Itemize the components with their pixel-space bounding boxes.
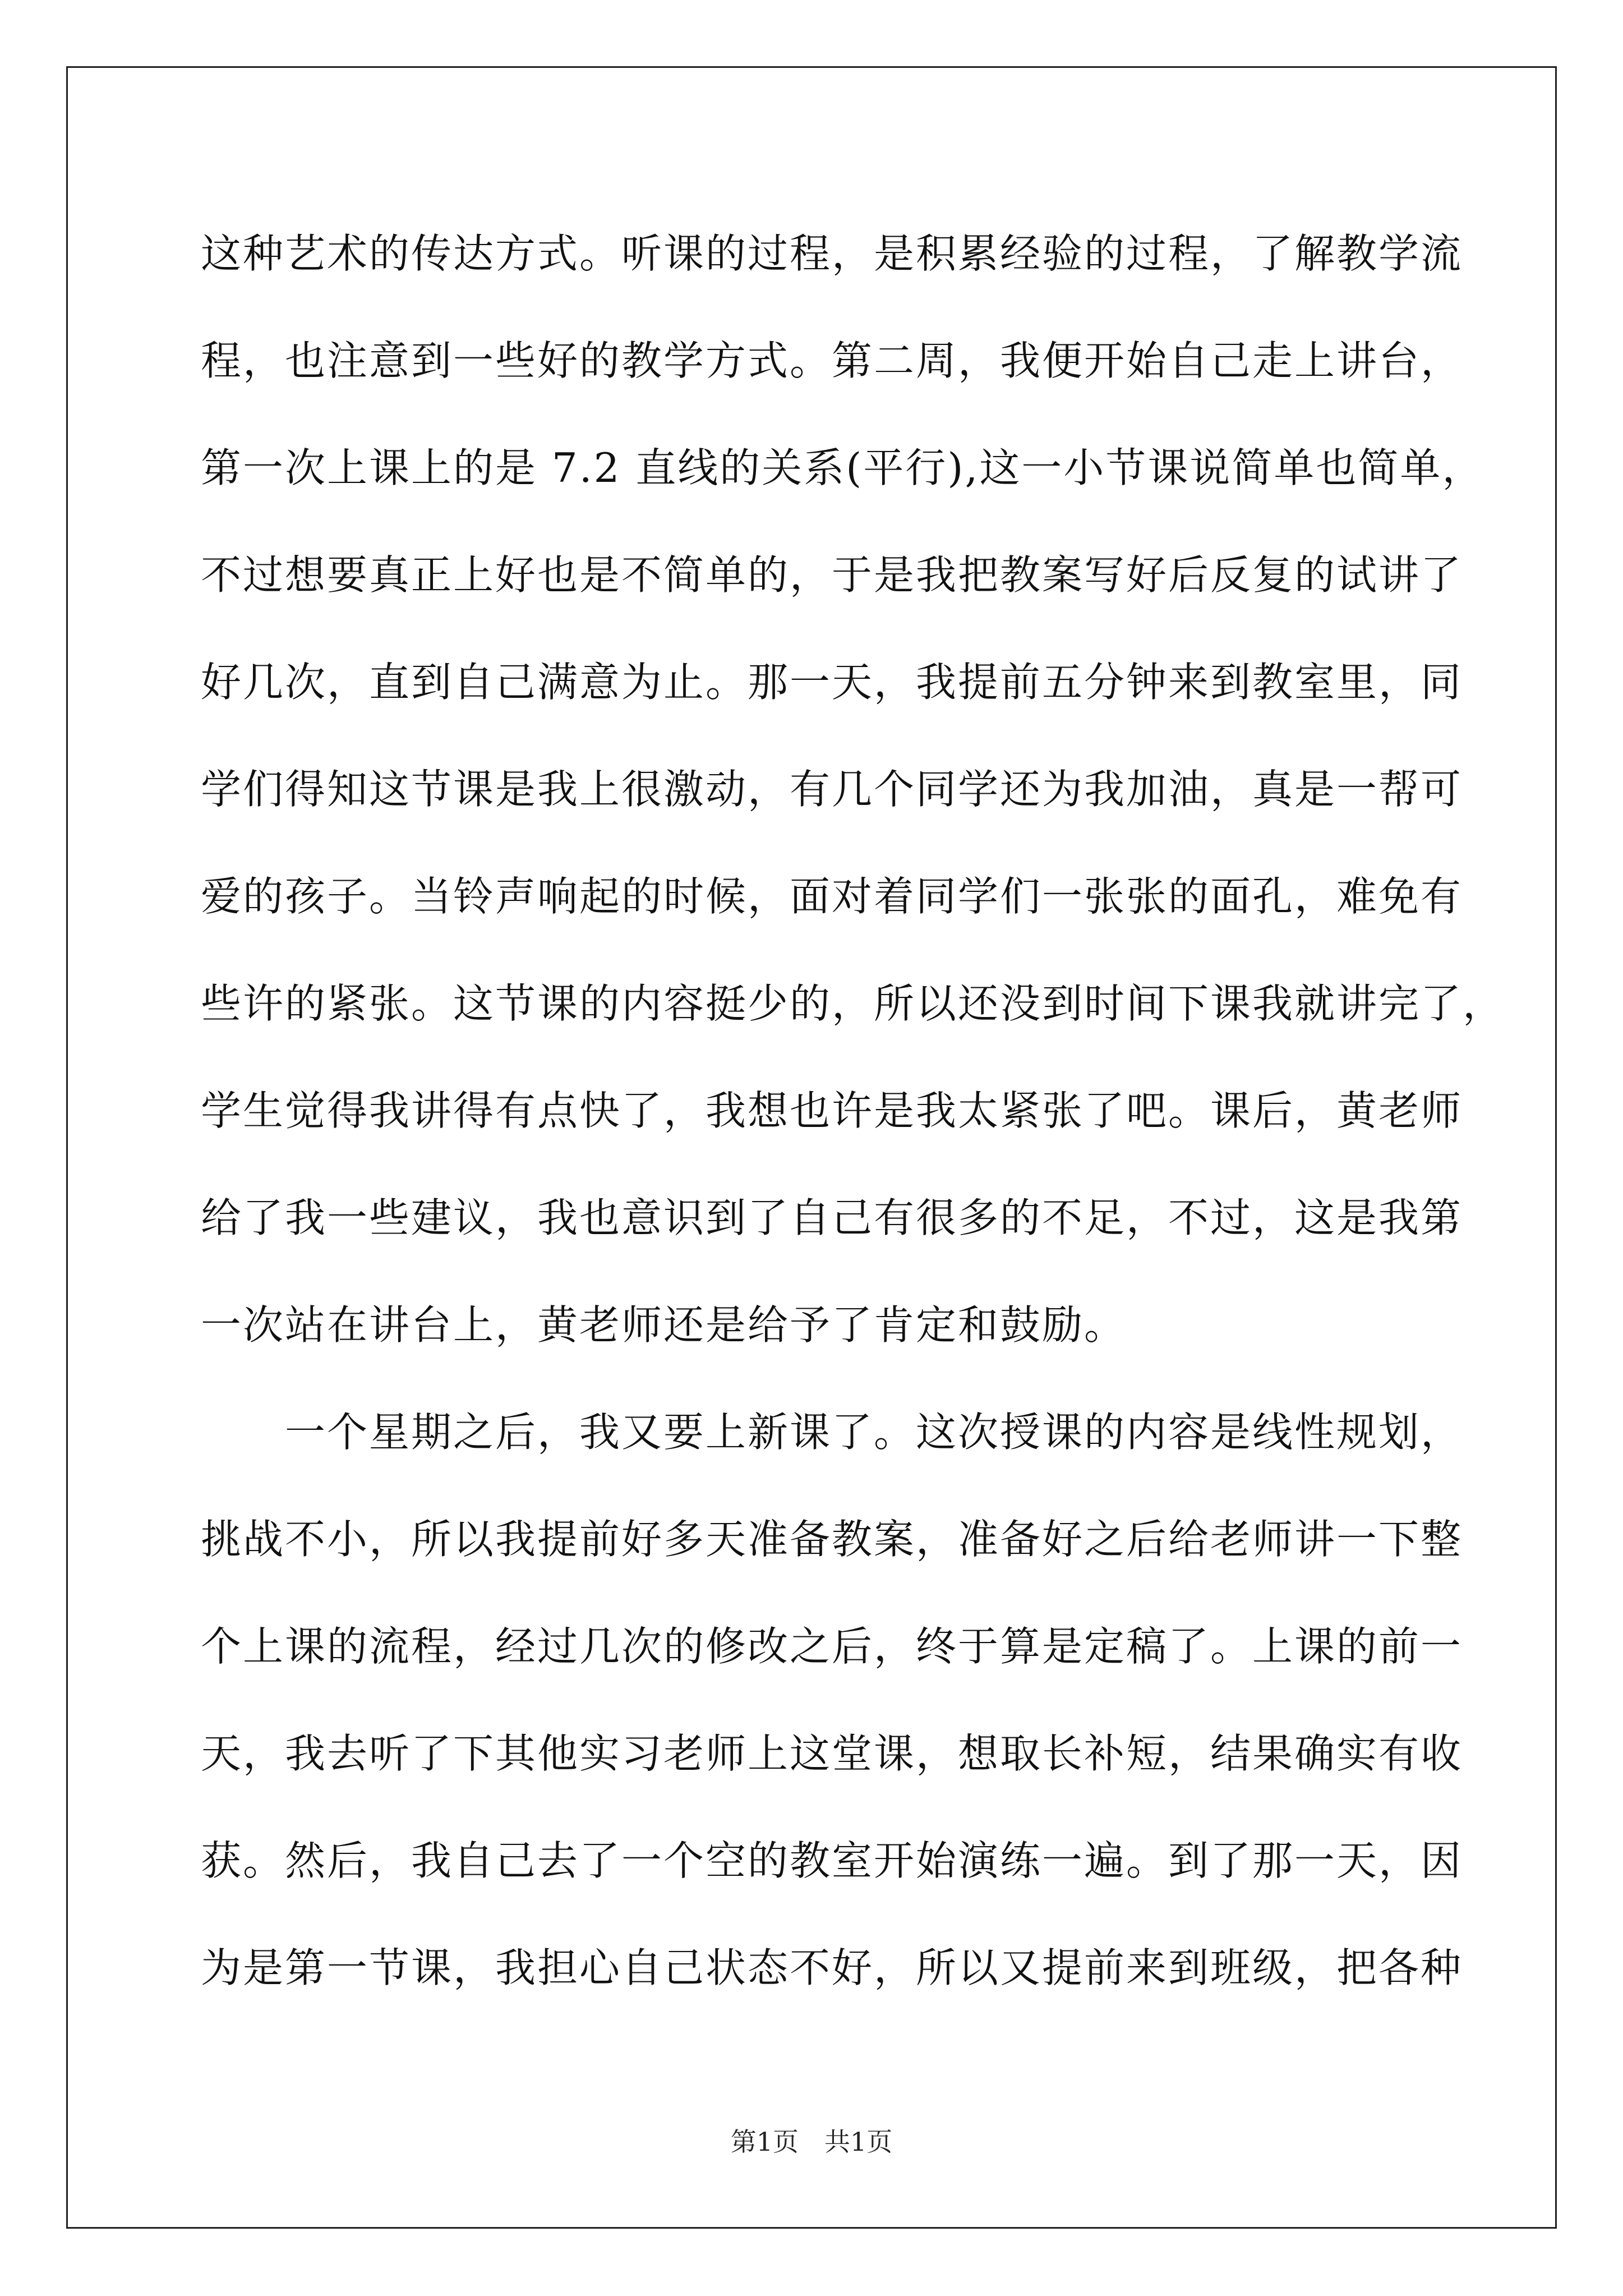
- text-line: 个上课的流程，经过几次的修改之后，终于算是定稿了。上课的前一: [201, 1623, 1463, 1670]
- text-line: 获。然后，我自己去了一个空的教室开始演练一遍。到了那一天，因: [201, 1837, 1463, 1884]
- text-line: 学生觉得我讲得有点快了，我想也许是我太紧张了吧。课后，黄老师: [201, 1087, 1463, 1134]
- text-line: 挑战不小，所以我提前好多天准备教案，准备好之后给老师讲一下整: [201, 1516, 1463, 1563]
- text-line: 一次站在讲台上，黄老师还是给予了肯定和鼓励。: [201, 1301, 1127, 1349]
- text-line: 程，也注意到一些好的教学方式。第二周，我便开始自己走上讲台，: [201, 337, 1463, 384]
- document-body: [201, 220, 1505, 2041]
- text-line: 不过想要真正上好也是不简单的，于是我把教案写好后反复的试讲了: [201, 551, 1463, 599]
- text-line: 一个星期之后，我又要上新课了。这次授课的内容是线性规划，: [201, 1409, 1463, 1456]
- text-line: 第一次上课上的是 7.2 直线的关系(平行),这一小节课说简单也简单，: [201, 444, 1484, 491]
- text-line: 天，我去听了下其他实习老师上这堂课，想取长补短，结果确实有收: [201, 1730, 1463, 1777]
- text-line: 给了我一些建议，我也意识到了自己有很多的不足，不过，这是我第: [201, 1194, 1463, 1241]
- page-footer: 第1页 共1页: [730, 2127, 893, 2157]
- text-line: 些许的紧张。这节课的内容挺少的，所以还没到时间下课我就讲完了，: [201, 980, 1505, 1027]
- text-line: 这种艺术的传达方式。听课的过程，是积累经验的过程，了解教学流: [201, 230, 1463, 277]
- text-line: 为是第一节课，我担心自己状态不好，所以又提前来到班级，把各种: [201, 1944, 1463, 1991]
- text-line: 爱的孩子。当铃声响起的时候，面对着同学们一张张的面孔，难免有: [201, 873, 1463, 920]
- text-line: 学们得知这节课是我上很激动，有几个同学还为我加油，真是一帮可: [201, 766, 1463, 813]
- text-line: 好几次，直到自己满意为止。那一天，我提前五分钟来到教室里，同: [201, 659, 1463, 706]
